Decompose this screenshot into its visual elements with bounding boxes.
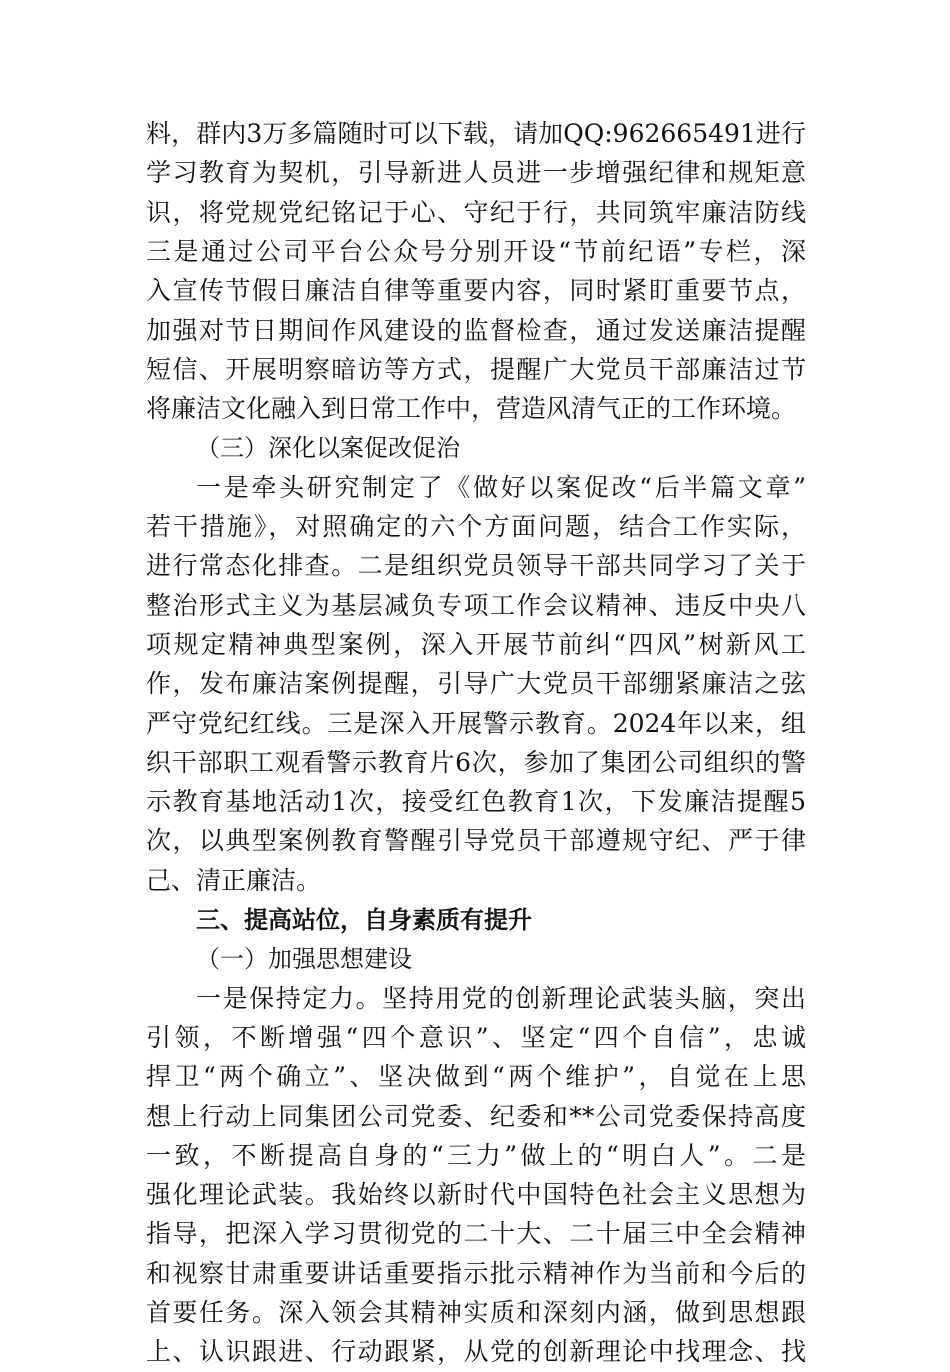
paragraph-1-line: 短信、开展明察暗访等方式，提醒广大党员干部廉洁过节 [146,354,806,384]
paragraph-3-line: 想上行动上同集团公司党委、纪委和**公司党委保持高度 [146,1101,806,1131]
paragraph-2-line: 织干部职工观看警示教育片6次，参加了集团公司组织的警 [146,747,806,777]
paragraph-1-line: 料，群内3万多篇随时可以下载，请加QQ:962665491进行 [146,119,806,148]
paragraph-3-line: 一致，不断提高自身的“三力”做上的“明白人”。二是 [146,1140,806,1170]
paragraph-3-line: 指导，把深入学习贯彻党的二十大、二十届三中全会精神 [146,1219,806,1249]
paragraph-3-line: 强化理论武装。我始终以新时代中国特色社会主义思想为 [146,1180,806,1210]
paragraph-2-line: 若干措施》，对照确定的六个方面问题，结合工作实际， [146,512,806,541]
paragraph-3-line: 和视察甘肃重要讲话重要指示批示精神作为当前和今后的 [146,1258,806,1288]
paragraph-2-line: 次，以典型案例教育警醒引导党员干部遵规守纪、严于律 [146,826,806,856]
paragraph-3-line: 首要任务。深入领会其精神实质和深刻内涵，做到思想跟 [146,1298,806,1327]
paragraph-2-line: 作，发布廉洁案例提醒，引导广大党员干部绷紧廉洁之弦 [146,669,806,699]
paragraph-3-line: 上、认识跟进、行动跟紧，从党的创新理论中找理念、找 [146,1337,806,1367]
paragraph-3-line: 一是保持定力。坚持用党的创新理论武装头脑，突出 [196,983,806,1013]
section-heading: 三、提高站位，自身素质有提升 [196,906,532,934]
paragraph-2-line: 整治形式主义为基层减负专项工作会议精神、违反中央八 [146,590,806,620]
paragraph-2-line: 示教育基地活动1次，接受红色教育1次，下发廉洁提醒5 [146,787,806,817]
paragraph-2-line: 项规定精神典型案例，深入开展节前纠“四风”树新风工 [146,629,806,659]
paragraph-3-line: 捍卫“两个确立”、坚决做到“两个维护”，自觉在上思 [146,1062,806,1092]
paragraph-2-line: 进行常态化排查。二是组织党员领导干部共同学习了关于 [146,551,806,581]
paragraph-1-line: 加强对节日期间作风建设的监督检查，通过发送廉洁提醒 [146,315,806,345]
subsection-heading: （三）深化以案促改促治 [196,434,460,463]
paragraph-2-line: 己、清正廉洁。 [146,865,322,895]
paragraph-1-line: 入宣传节假日廉洁自律等重要内容，同时紧盯重要节点， [146,276,806,306]
paragraph-2-line: 一是牵头研究制定了《做好以案促改“后半篇文章” [196,472,806,502]
subsection-heading: （一）加强思想建设 [196,945,412,974]
paragraph-1-line: 识，将党规党纪铭记于心、守纪于行，共同筑牢廉洁防线 [146,197,806,227]
paragraph-3-line: 引领，不断增强“四个意识”、坚定“四个自信”，忠诚 [146,1022,806,1052]
paragraph-1-line: 三是通过公司平台公众号分别开设“节前纪语”专栏，深 [146,236,806,266]
paragraph-2-line: 严守党纪红线。三是深入开展警示教育。2024年以来，组 [146,708,806,738]
paragraph-1-line: 将廉洁文化融入到日常工作中，营造风清气正的工作环境。 [146,394,797,424]
paragraph-1-line: 学习教育为契机，引导新进人员进一步增强纪律和规矩意 [146,158,806,188]
